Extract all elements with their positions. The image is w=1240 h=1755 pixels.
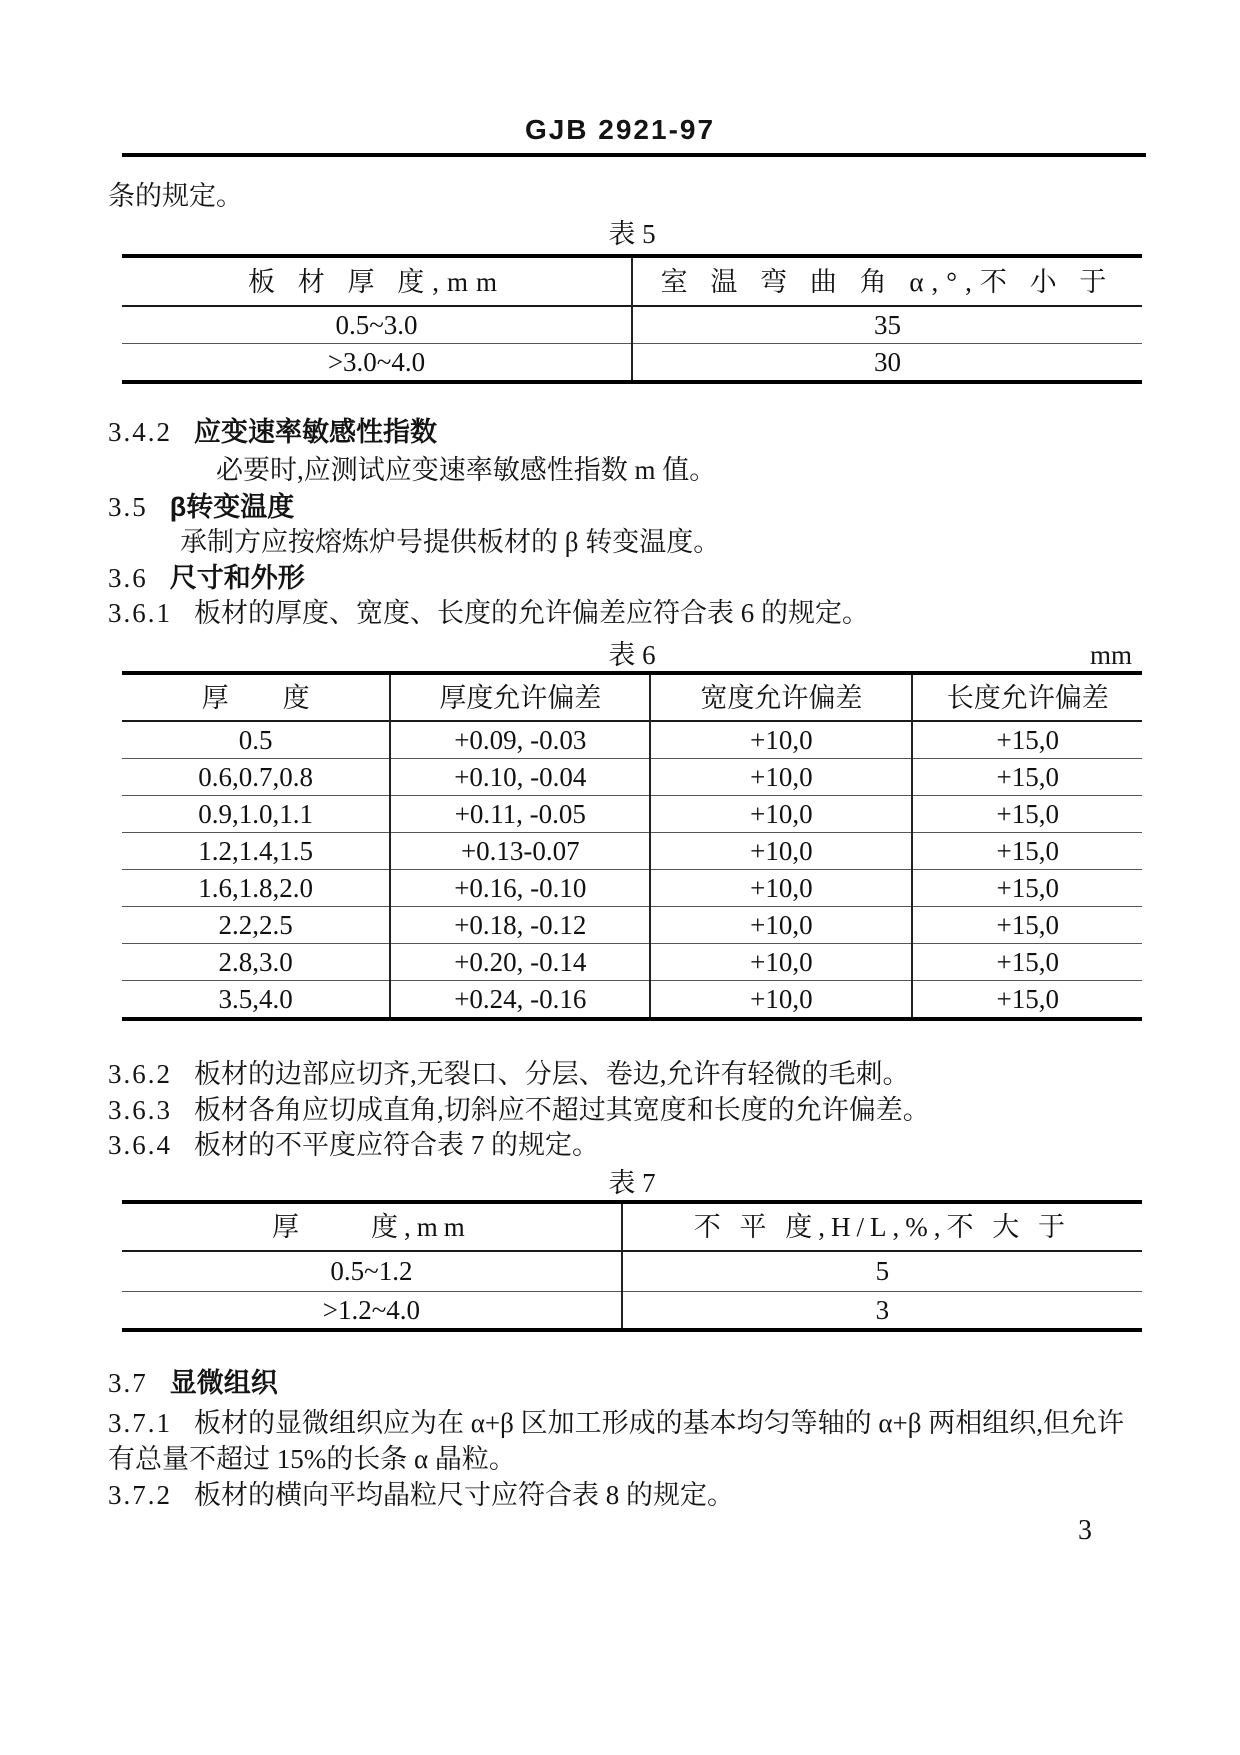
table5-cell: 35 (632, 306, 1142, 344)
table-row (122, 870, 1142, 907)
table-5 (122, 254, 1142, 384)
table6-cell: +10,0 (650, 981, 912, 1020)
header-rule (122, 153, 1146, 157)
table-row (122, 944, 1142, 981)
table6-cell: +10,0 (650, 870, 912, 907)
table6-cell: 2.8,3.0 (218, 947, 293, 977)
table6-cell: +15,0 (912, 721, 1142, 759)
table6-cell: +0.09, -0.03 (390, 721, 650, 759)
section-title: β转变温度 (169, 492, 295, 522)
section-number: 3.7.1 (108, 1408, 172, 1438)
table7-header-flatness: 不 平 度,H/L,%,不 大 于 (622, 1202, 1142, 1251)
table-row (122, 796, 1142, 833)
section-number: 3.7.2 (108, 1480, 172, 1510)
table5-header-row (122, 256, 1142, 306)
table6-cell: +15,0 (912, 870, 1142, 907)
table6-cell: +0.20, -0.14 (390, 944, 650, 981)
table6-cell: +15,0 (912, 944, 1142, 981)
table6-cell: +15,0 (912, 759, 1142, 796)
section-number: 3.7 (108, 1368, 148, 1398)
table6-header-length-tolerance: 长度允许偏差 (912, 673, 1142, 721)
table-row (122, 344, 1142, 383)
table-row (122, 306, 1142, 344)
section-number: 3.6.3 (108, 1095, 172, 1125)
table5-header-bend-angle: 室 温 弯 曲 角 α,°,不 小 于 (632, 256, 1142, 306)
table6-cell: +10,0 (650, 907, 912, 944)
table6-caption: 表 6 (608, 640, 656, 670)
section-3-7-2 (108, 1477, 734, 1513)
table6-cell: +10,0 (650, 721, 912, 759)
table6-cell: 2.2,2.5 (218, 910, 293, 940)
table7-cell: >1.2~4.0 (322, 1294, 421, 1325)
table6-cell: +15,0 (912, 981, 1142, 1020)
table6-cell: +10,0 (650, 759, 912, 796)
table-row (122, 1251, 1142, 1291)
table6-cell: +10,0 (650, 833, 912, 870)
table6-cell: +0.18, -0.12 (390, 907, 650, 944)
table6-header-width-tolerance: 宽度允许偏差 (650, 673, 912, 721)
table5-cell: 30 (632, 344, 1142, 383)
table7-cell: 0.5~1.2 (330, 1256, 413, 1287)
table-6 (122, 671, 1142, 1021)
table6-cell: +0.24, -0.16 (390, 981, 650, 1020)
doc-number: GJB 2921-97 (524, 114, 716, 145)
table6-header-thickness-tolerance: 厚度允许偏差 (390, 673, 650, 721)
table5-caption: 表 5 (608, 219, 656, 249)
table-row (122, 981, 1142, 1020)
table5-cell: 0.5~3.0 (335, 310, 418, 340)
section-3-5-body: 承制方应按熔炼炉号提供板材的 β 转变温度。 (180, 527, 721, 557)
table6-cell: 0.6,0.7,0.8 (198, 762, 313, 792)
table6-header-row (122, 673, 1142, 721)
table7-cell: 5 (622, 1251, 1142, 1291)
section-3-6-1 (108, 595, 869, 631)
section-text: 板材的显微组织应为在 α+β 区加工形成的基本均匀等轴的 α+β 两相组织,但允许有总量不超过 15%的长条 α 晶粒。 (108, 1408, 1124, 1474)
table6-cell: +0.10, -0.04 (390, 759, 650, 796)
table6-cell: +10,0 (650, 944, 912, 981)
table-row (122, 759, 1142, 796)
table7-header-row (122, 1202, 1142, 1251)
page-number: 3 (1078, 1515, 1092, 1546)
section-3-5-heading (108, 489, 294, 525)
section-number: 3.6.4 (108, 1130, 172, 1160)
section-title: 应变速率敏感性指数 (194, 417, 437, 447)
table6-cell: 0.9,1.0,1.1 (198, 799, 313, 829)
table6-header-thickness: 厚 度 (201, 682, 310, 713)
table6-cell: +0.13-0.07 (390, 833, 650, 870)
section-text: 板材的横向平均晶粒尺寸应符合表 8 的规定。 (194, 1480, 734, 1510)
section-text: 板材的边部应切齐,无裂口、分层、卷边,允许有轻微的毛刺。 (194, 1059, 910, 1089)
section-3-7-heading (108, 1365, 278, 1401)
table-row (122, 721, 1142, 759)
table6-cell: 1.6,1.8,2.0 (198, 873, 313, 903)
section-3-6-3 (108, 1092, 930, 1128)
section-3-6-4 (108, 1127, 599, 1163)
table6-cell: +15,0 (912, 833, 1142, 870)
section-number: 3.6.1 (108, 598, 172, 628)
section-text: 板材的不平度应符合表 7 的规定。 (194, 1130, 599, 1160)
table6-cell: +10,0 (650, 796, 912, 833)
section-title: 尺寸和外形 (169, 563, 305, 593)
table-7 (122, 1200, 1142, 1332)
table7-caption: 表 7 (608, 1168, 656, 1198)
table5-cell: >3.0~4.0 (327, 347, 426, 377)
table6-cell: +15,0 (912, 796, 1142, 833)
table7-header-thickness: 厚 度,mm (272, 1212, 471, 1242)
section-3-7-1 (108, 1405, 1150, 1477)
table6-caption-row (122, 637, 1142, 673)
table6-cell: +0.11, -0.05 (390, 796, 650, 833)
table-row (122, 1291, 1142, 1330)
section-number: 3.6.2 (108, 1059, 172, 1089)
table6-cell: +15,0 (912, 907, 1142, 944)
section-text: 板材各角应切成直角,切斜应不超过其宽度和长度的允许偏差。 (194, 1095, 930, 1125)
section-3-4-2-heading (108, 414, 437, 450)
table7-cell: 3 (622, 1291, 1142, 1330)
section-number: 3.5 (108, 492, 148, 522)
table6-cell: 0.5 (238, 725, 273, 755)
table-row (122, 907, 1142, 944)
table6-cell: 1.2,1.4,1.5 (198, 836, 313, 866)
section-title: 显微组织 (169, 1368, 278, 1398)
section-3-6-2 (108, 1056, 910, 1092)
section-number: 3.6 (108, 563, 148, 593)
section-text: 板材的厚度、宽度、长度的允许偏差应符合表 6 的规定。 (194, 598, 869, 628)
table6-cell: 3.5,4.0 (218, 984, 293, 1014)
section-3-6-heading (108, 560, 305, 596)
section-3-4-2-body: 必要时,应测试应变速率敏感性指数 m 值。 (216, 455, 717, 485)
intro-text: 条的规定。 (108, 181, 243, 211)
table-row (122, 833, 1142, 870)
section-number: 3.4.2 (108, 417, 172, 447)
table5-header-thickness: 板 材 厚 度,mm (247, 266, 505, 297)
table6-cell: +0.16, -0.10 (390, 870, 650, 907)
table6-unit: mm (1089, 640, 1132, 670)
